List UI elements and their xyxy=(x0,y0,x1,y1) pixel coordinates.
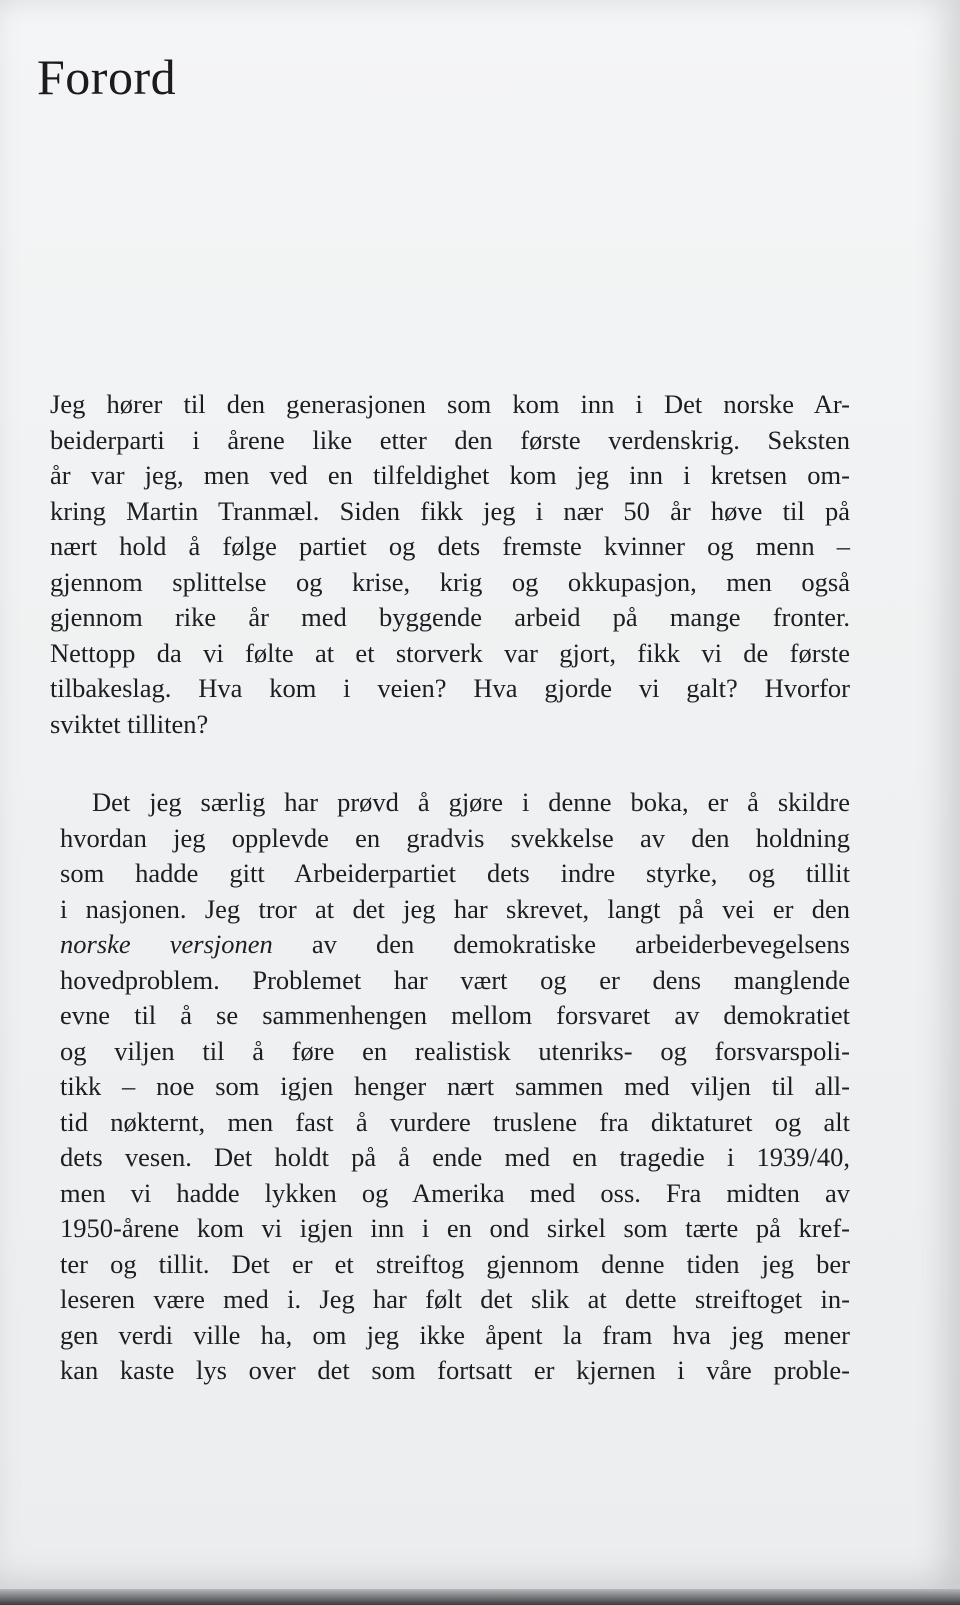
text-line: Nettopp da vi følte at et storverk var gjort, fikk vi de første xyxy=(50,637,850,668)
text-line: og viljen til å føre en realistisk utenriks- og forsvarspoli- xyxy=(60,1035,850,1066)
text-line: dets vesen. Det holdt på å ende med en tragedie i 1939/40, xyxy=(60,1142,850,1172)
text-line: tid nøkternt, men fast å vurdere truslene fra diktaturet og alt xyxy=(60,1106,850,1137)
text-line: Jeg hører til den generasjonen som kom inn i Det norske Ar- xyxy=(50,389,850,419)
text-line: beiderparti i årene like etter den første verdenskrig. Seksten xyxy=(50,424,850,455)
text-line: leseren være med i. Jeg har følt det slik at dette streiftoget in- xyxy=(60,1284,850,1314)
text-line: tikk – noe som igjen henger nært sammen med viljen til all- xyxy=(60,1071,850,1101)
text-line: i nasjonen. Jeg tror at det jeg har skrevet, langt på vei er den xyxy=(60,893,850,924)
text-line: Det jeg særlig har prøvd å gjøre i denne boka, er å skildre xyxy=(92,787,850,817)
italic-phrase: norske versjonen xyxy=(60,929,273,959)
text-line: hvordan jeg opplevde en gradvis svekkelse av den holdning xyxy=(60,822,850,853)
text-line: gjennom splittelse og krise, krig og okkupasjon, men også xyxy=(50,566,850,597)
text-line: gen verdi ville ha, om jeg ikke åpent la fram hva jeg mener xyxy=(60,1319,850,1350)
page-edge-shadow xyxy=(0,1589,960,1605)
text-line: evne til å se sammenhengen mellom forsvaret av demokratiet xyxy=(60,1000,850,1030)
text-line-with-italic xyxy=(60,927,850,963)
paragraph-2 xyxy=(60,785,850,1389)
text-line: gjennom rike år med byggende arbeid på mange fronter. xyxy=(50,602,850,632)
text-line: tilbakeslag. Hva kom i veien? Hva gjorde vi galt? Hvorfor xyxy=(50,673,850,703)
text-line: sviktet tilliten? xyxy=(50,708,209,739)
text-line: kring Martin Tranmæl. Siden fikk jeg i nær 50 år høve til på xyxy=(50,495,850,526)
text-line: kan kaste lys over det som fortsatt er kjernen i våre proble- xyxy=(60,1355,850,1385)
text-line: 1950-årene kom vi igjen inn i en ond sirkel som tærte på kref- xyxy=(60,1213,850,1243)
paragraph-1 xyxy=(50,387,850,742)
text-line: år var jeg, men ved en tilfeldighet kom jeg inn i kretsen om- xyxy=(50,460,850,490)
text-line: men vi hadde lykken og Amerika med oss. Fra midten av xyxy=(60,1177,850,1208)
text-line: ter og tillit. Det er et streiftog gjennom denne tiden jeg ber xyxy=(60,1248,850,1279)
text-line: som hadde gitt Arbeiderpartiet dets indre styrke, og tillit xyxy=(60,858,850,888)
text-line: nært hold å følge partiet og dets fremste kvinner og menn – xyxy=(50,531,850,561)
chapter-heading: Forord xyxy=(37,49,177,105)
text-fragment: av den demokratiske arbeiderbevegelsens xyxy=(272,929,850,959)
text-line: hovedproblem. Problemet har vært og er dens manglende xyxy=(60,964,850,995)
